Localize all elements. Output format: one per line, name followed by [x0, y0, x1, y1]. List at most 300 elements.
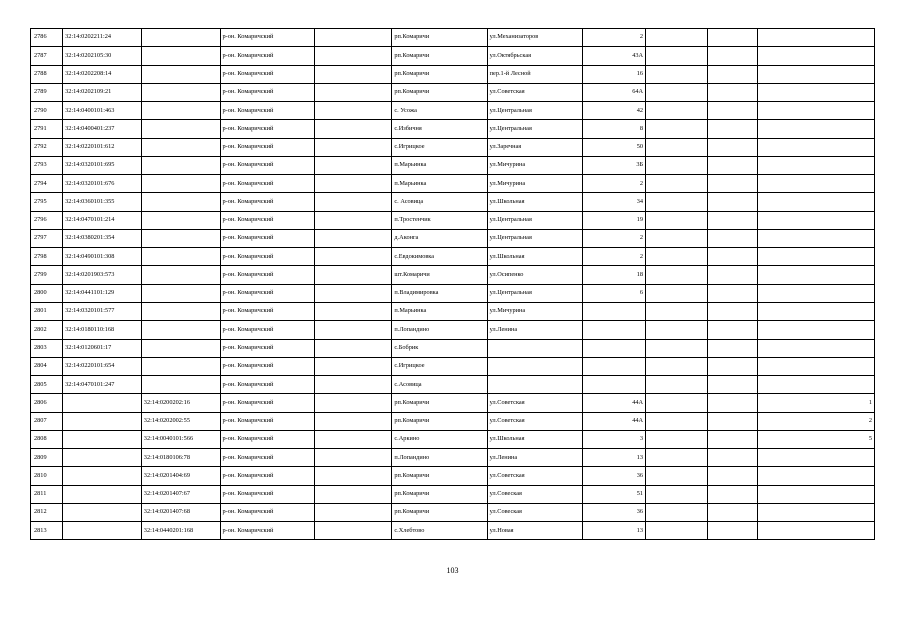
cadastral-number-alt-cell — [141, 376, 220, 394]
apartment-cell — [757, 65, 874, 83]
empty-cell — [314, 449, 392, 467]
cadastral-number-alt-cell: 32:14:0201407:68 — [141, 503, 220, 521]
district-cell: р-он. Комаричский — [220, 211, 314, 229]
extra-cell — [646, 29, 708, 47]
cadastral-number-alt-cell — [141, 175, 220, 193]
empty-cell — [314, 266, 392, 284]
house-number-cell: 2 — [582, 248, 645, 266]
table-body — [31, 29, 875, 540]
house-number-cell: 43А — [582, 47, 645, 65]
cadastral-number-cell: 32:14:0202208:14 — [63, 65, 142, 83]
settlement-cell: с. Асовица — [392, 193, 487, 211]
street-cell — [487, 339, 582, 357]
house-number-cell — [582, 302, 645, 320]
settlement-cell: п.Марьинка — [392, 302, 487, 320]
table-row — [31, 522, 875, 540]
house-number-cell: 44А — [582, 394, 645, 412]
district-cell: р-он. Комаричский — [220, 394, 314, 412]
settlement-cell: с.Хлебтово — [392, 522, 487, 540]
district-cell: р-он. Комаричский — [220, 83, 314, 101]
street-cell: ул.Центральная — [487, 120, 582, 138]
page-number: 103 — [446, 566, 459, 575]
street-cell — [487, 357, 582, 375]
street-cell: ул.Заречная — [487, 138, 582, 156]
apartment-cell — [757, 47, 874, 65]
apartment-cell — [757, 229, 874, 247]
empty-cell — [314, 302, 392, 320]
apartment-cell — [757, 302, 874, 320]
settlement-cell: рп.Комаричи — [392, 485, 487, 503]
house-number-cell: 50 — [582, 138, 645, 156]
empty-cell — [314, 394, 392, 412]
apartment-cell — [757, 29, 874, 47]
empty-cell — [708, 394, 758, 412]
settlement-cell: шт.Комаричи — [392, 266, 487, 284]
row-number-cell: 2790 — [31, 102, 63, 120]
cadastral-number-cell: 32:14:0220101:612 — [63, 138, 142, 156]
empty-cell — [708, 503, 758, 521]
street-cell: ул.Центральная — [487, 284, 582, 302]
district-cell: р-он. Комаричский — [220, 266, 314, 284]
extra-cell — [646, 211, 708, 229]
cadastral-number-cell: 32:14:0320101:577 — [63, 302, 142, 320]
district-cell: р-он. Комаричский — [220, 357, 314, 375]
cadastral-number-alt-cell: 32:14:0201407:67 — [141, 485, 220, 503]
house-number-cell: 2 — [582, 175, 645, 193]
extra-cell — [646, 430, 708, 448]
apartment-cell — [757, 485, 874, 503]
house-number-cell: 18 — [582, 266, 645, 284]
empty-cell — [708, 248, 758, 266]
street-cell: ул.Советская — [487, 412, 582, 430]
row-number-cell: 2798 — [31, 248, 63, 266]
empty-cell — [708, 357, 758, 375]
cadastral-number-alt-cell — [141, 321, 220, 339]
settlement-cell: п.Марьинка — [392, 156, 487, 174]
row-number-cell: 2795 — [31, 193, 63, 211]
row-number-cell: 2805 — [31, 376, 63, 394]
street-cell: ул.Ленина — [487, 321, 582, 339]
row-number-cell: 2800 — [31, 284, 63, 302]
row-number-cell: 2792 — [31, 138, 63, 156]
cadastral-number-cell — [63, 467, 142, 485]
district-cell: р-он. Комаричский — [220, 412, 314, 430]
settlement-cell: рп.Комаричи — [392, 83, 487, 101]
empty-cell — [708, 29, 758, 47]
row-number-cell: 2806 — [31, 394, 63, 412]
street-cell: ул.Октябрьская — [487, 47, 582, 65]
settlement-cell: с.Евдокимовка — [392, 248, 487, 266]
row-number-cell: 2786 — [31, 29, 63, 47]
apartment-cell — [757, 175, 874, 193]
apartment-cell: 2 — [757, 412, 874, 430]
row-number-cell: 2802 — [31, 321, 63, 339]
row-number-cell: 2803 — [31, 339, 63, 357]
house-number-cell — [582, 357, 645, 375]
street-cell: ул.Школьная — [487, 430, 582, 448]
apartment-cell: 1 — [757, 394, 874, 412]
empty-cell — [314, 467, 392, 485]
settlement-cell: с.Аркино — [392, 430, 487, 448]
cadastral-number-cell: 32:14:0470101:247 — [63, 376, 142, 394]
apartment-cell — [757, 102, 874, 120]
apartment-cell — [757, 156, 874, 174]
empty-cell — [314, 503, 392, 521]
table-row — [31, 467, 875, 485]
row-number-cell: 2797 — [31, 229, 63, 247]
street-cell: ул.Школьная — [487, 193, 582, 211]
extra-cell — [646, 120, 708, 138]
empty-cell — [708, 120, 758, 138]
cadastral-number-cell: 32:14:0470101:214 — [63, 211, 142, 229]
district-cell: р-он. Комаричский — [220, 193, 314, 211]
extra-cell — [646, 449, 708, 467]
street-cell: ул.Механизаторов — [487, 29, 582, 47]
cadastral-number-alt-cell: 32:14:0200202:16 — [141, 394, 220, 412]
cadastral-number-cell: 32:14:0220101:654 — [63, 357, 142, 375]
cadastral-number-cell — [63, 485, 142, 503]
empty-cell — [708, 138, 758, 156]
apartment-cell — [757, 503, 874, 521]
extra-cell — [646, 302, 708, 320]
empty-cell — [314, 412, 392, 430]
table-row — [31, 503, 875, 521]
empty-cell — [708, 321, 758, 339]
apartment-cell — [757, 248, 874, 266]
table-row — [31, 357, 875, 375]
empty-cell — [708, 467, 758, 485]
row-number-cell: 2799 — [31, 266, 63, 284]
street-cell: ул.Новая — [487, 522, 582, 540]
empty-cell — [314, 193, 392, 211]
extra-cell — [646, 156, 708, 174]
district-cell: р-он. Комаричский — [220, 156, 314, 174]
street-cell: ул.Осипенко — [487, 266, 582, 284]
empty-cell — [314, 211, 392, 229]
row-number-cell: 2791 — [31, 120, 63, 138]
street-cell: ул.Ленина — [487, 449, 582, 467]
apartment-cell — [757, 266, 874, 284]
table-row — [31, 321, 875, 339]
apartment-cell — [757, 467, 874, 485]
apartment-cell — [757, 449, 874, 467]
cadastral-number-alt-cell — [141, 357, 220, 375]
street-cell: ул.Центральная — [487, 229, 582, 247]
table-row — [31, 156, 875, 174]
district-cell: р-он. Комаричский — [220, 120, 314, 138]
street-cell — [487, 376, 582, 394]
empty-cell — [708, 102, 758, 120]
row-number-cell: 2813 — [31, 522, 63, 540]
settlement-cell: рп.Комаричи — [392, 394, 487, 412]
settlement-cell: с.Избичня — [392, 120, 487, 138]
property-register-table — [30, 28, 875, 540]
cadastral-number-cell: 32:14:0202211:24 — [63, 29, 142, 47]
cadastral-number-alt-cell — [141, 248, 220, 266]
extra-cell — [646, 376, 708, 394]
apartment-cell — [757, 138, 874, 156]
row-number-cell: 2812 — [31, 503, 63, 521]
district-cell: р-он. Комаричский — [220, 321, 314, 339]
table-row — [31, 266, 875, 284]
extra-cell — [646, 339, 708, 357]
extra-cell — [646, 102, 708, 120]
empty-cell — [314, 47, 392, 65]
table-row — [31, 339, 875, 357]
house-number-cell — [582, 321, 645, 339]
cadastral-number-alt-cell — [141, 266, 220, 284]
district-cell: р-он. Комаричский — [220, 376, 314, 394]
house-number-cell: 6 — [582, 284, 645, 302]
street-cell: пер.1-й Лесной — [487, 65, 582, 83]
empty-cell — [708, 339, 758, 357]
district-cell: р-он. Комаричский — [220, 503, 314, 521]
house-number-cell: 19 — [582, 211, 645, 229]
settlement-cell: рп.Комаричи — [392, 47, 487, 65]
apartment-cell: 5 — [757, 430, 874, 448]
table-row — [31, 83, 875, 101]
extra-cell — [646, 47, 708, 65]
settlement-cell: п.Лопандино — [392, 449, 487, 467]
empty-cell — [314, 156, 392, 174]
cadastral-number-alt-cell — [141, 83, 220, 101]
row-number-cell: 2801 — [31, 302, 63, 320]
cadastral-number-alt-cell: 32:14:0040101:566 — [141, 430, 220, 448]
house-number-cell: 42 — [582, 102, 645, 120]
cadastral-number-cell: 32:14:0441101:129 — [63, 284, 142, 302]
cadastral-number-cell: 32:14:0202105:30 — [63, 47, 142, 65]
cadastral-number-alt-cell — [141, 284, 220, 302]
empty-cell — [314, 339, 392, 357]
district-cell: р-он. Комаричский — [220, 248, 314, 266]
row-number-cell: 2811 — [31, 485, 63, 503]
street-cell: ул.Советская — [487, 467, 582, 485]
cadastral-number-cell: 32:14:0380201:354 — [63, 229, 142, 247]
apartment-cell — [757, 339, 874, 357]
house-number-cell: 36 — [582, 503, 645, 521]
table-row — [31, 394, 875, 412]
house-number-cell: 3Б — [582, 156, 645, 174]
empty-cell — [708, 175, 758, 193]
cadastral-number-alt-cell — [141, 102, 220, 120]
street-cell: ул.Советская — [487, 394, 582, 412]
house-number-cell: 44А — [582, 412, 645, 430]
house-number-cell: 3 — [582, 430, 645, 448]
table-row — [31, 175, 875, 193]
extra-cell — [646, 467, 708, 485]
apartment-cell — [757, 376, 874, 394]
street-cell: ул.Совеская — [487, 503, 582, 521]
empty-cell — [708, 449, 758, 467]
district-cell: р-он. Комаричский — [220, 65, 314, 83]
district-cell: р-он. Комаричский — [220, 449, 314, 467]
empty-cell — [708, 302, 758, 320]
cadastral-number-cell — [63, 503, 142, 521]
row-number-cell: 2787 — [31, 47, 63, 65]
empty-cell — [314, 138, 392, 156]
table-row — [31, 430, 875, 448]
empty-cell — [708, 65, 758, 83]
cadastral-number-alt-cell: 32:14:0201404:69 — [141, 467, 220, 485]
cadastral-number-cell: 32:14:0490101:308 — [63, 248, 142, 266]
extra-cell — [646, 321, 708, 339]
row-number-cell: 2796 — [31, 211, 63, 229]
house-number-cell: 16 — [582, 65, 645, 83]
table-row — [31, 412, 875, 430]
settlement-cell: с.Асовица — [392, 376, 487, 394]
district-cell: р-он. Комаричский — [220, 47, 314, 65]
empty-cell — [708, 47, 758, 65]
cadastral-number-cell — [63, 412, 142, 430]
cadastral-number-cell: 32:14:0320101:676 — [63, 175, 142, 193]
row-number-cell: 2810 — [31, 467, 63, 485]
apartment-cell — [757, 357, 874, 375]
cadastral-number-alt-cell — [141, 339, 220, 357]
empty-cell — [708, 83, 758, 101]
row-number-cell: 2809 — [31, 449, 63, 467]
house-number-cell: 51 — [582, 485, 645, 503]
empty-cell — [708, 156, 758, 174]
empty-cell — [708, 229, 758, 247]
house-number-cell: 34 — [582, 193, 645, 211]
extra-cell — [646, 229, 708, 247]
empty-cell — [314, 102, 392, 120]
table-row — [31, 211, 875, 229]
cadastral-number-cell — [63, 430, 142, 448]
settlement-cell: п.Лопандино — [392, 321, 487, 339]
apartment-cell — [757, 522, 874, 540]
cadastral-number-cell: 32:14:0360101:355 — [63, 193, 142, 211]
cadastral-number-alt-cell — [141, 193, 220, 211]
empty-cell — [314, 29, 392, 47]
cadastral-number-alt-cell — [141, 65, 220, 83]
table-row — [31, 29, 875, 47]
apartment-cell — [757, 120, 874, 138]
table-row — [31, 449, 875, 467]
empty-cell — [314, 83, 392, 101]
district-cell: р-он. Комаричский — [220, 430, 314, 448]
cadastral-number-cell: 32:14:0400101:463 — [63, 102, 142, 120]
district-cell: р-он. Комаричский — [220, 302, 314, 320]
table-row — [31, 47, 875, 65]
extra-cell — [646, 284, 708, 302]
house-number-cell: 36 — [582, 467, 645, 485]
extra-cell — [646, 412, 708, 430]
settlement-cell: рп.Комаричи — [392, 503, 487, 521]
district-cell: р-он. Комаричский — [220, 284, 314, 302]
row-number-cell: 2788 — [31, 65, 63, 83]
house-number-cell: 2 — [582, 29, 645, 47]
settlement-cell: с.Бобрик — [392, 339, 487, 357]
table-row — [31, 485, 875, 503]
table-row — [31, 65, 875, 83]
table-row — [31, 229, 875, 247]
settlement-cell: рп.Комаричи — [392, 65, 487, 83]
row-number-cell: 2789 — [31, 83, 63, 101]
extra-cell — [646, 394, 708, 412]
district-cell: р-он. Комаричский — [220, 29, 314, 47]
cadastral-number-alt-cell — [141, 47, 220, 65]
settlement-cell: д.Аконга — [392, 229, 487, 247]
cadastral-number-alt-cell — [141, 211, 220, 229]
empty-cell — [708, 376, 758, 394]
table-row — [31, 102, 875, 120]
table-row — [31, 302, 875, 320]
empty-cell — [708, 412, 758, 430]
extra-cell — [646, 503, 708, 521]
apartment-cell — [757, 211, 874, 229]
street-cell: ул.Мичурина — [487, 302, 582, 320]
empty-cell — [708, 284, 758, 302]
settlement-cell: п.Марьинка — [392, 175, 487, 193]
cadastral-number-alt-cell: 32:14:0202002:55 — [141, 412, 220, 430]
street-cell: ул.Школьная — [487, 248, 582, 266]
row-number-cell: 2807 — [31, 412, 63, 430]
empty-cell — [314, 522, 392, 540]
table-row — [31, 120, 875, 138]
extra-cell — [646, 248, 708, 266]
empty-cell — [314, 376, 392, 394]
table-row — [31, 138, 875, 156]
table-row — [31, 248, 875, 266]
district-cell: р-он. Комаричский — [220, 485, 314, 503]
empty-cell — [314, 175, 392, 193]
extra-cell — [646, 175, 708, 193]
row-number-cell: 2794 — [31, 175, 63, 193]
settlement-cell: с.Игрицкое — [392, 357, 487, 375]
house-number-cell: 8 — [582, 120, 645, 138]
empty-cell — [314, 120, 392, 138]
extra-cell — [646, 522, 708, 540]
district-cell: р-он. Комаричский — [220, 339, 314, 357]
empty-cell — [314, 284, 392, 302]
extra-cell — [646, 266, 708, 284]
street-cell: ул.Мичурина — [487, 156, 582, 174]
cadastral-number-alt-cell — [141, 138, 220, 156]
table-row — [31, 193, 875, 211]
apartment-cell — [757, 284, 874, 302]
cadastral-number-cell — [63, 449, 142, 467]
empty-cell — [708, 485, 758, 503]
district-cell: р-он. Комаричский — [220, 229, 314, 247]
cadastral-number-alt-cell: 32:14:0180106:78 — [141, 449, 220, 467]
house-number-cell: 64А — [582, 83, 645, 101]
empty-cell — [314, 248, 392, 266]
house-number-cell: 13 — [582, 522, 645, 540]
street-cell: ул.Мичурина — [487, 175, 582, 193]
table-row — [31, 284, 875, 302]
empty-cell — [708, 266, 758, 284]
apartment-cell — [757, 83, 874, 101]
district-cell: р-он. Комаричский — [220, 138, 314, 156]
cadastral-number-alt-cell — [141, 120, 220, 138]
district-cell: р-он. Комаричский — [220, 102, 314, 120]
district-cell: р-он. Комаричский — [220, 175, 314, 193]
house-number-cell: 2 — [582, 229, 645, 247]
apartment-cell — [757, 321, 874, 339]
cadastral-number-cell: 32:14:0180110:168 — [63, 321, 142, 339]
cadastral-number-cell: 32:14:0202109:21 — [63, 83, 142, 101]
row-number-cell: 2793 — [31, 156, 63, 174]
settlement-cell: с.Игрицкое — [392, 138, 487, 156]
settlement-cell: п.Владимировка — [392, 284, 487, 302]
extra-cell — [646, 65, 708, 83]
extra-cell — [646, 193, 708, 211]
apartment-cell — [757, 193, 874, 211]
settlement-cell: п.Тростенчик — [392, 211, 487, 229]
street-cell: ул.Центральная — [487, 102, 582, 120]
street-cell: ул.Советская — [487, 83, 582, 101]
